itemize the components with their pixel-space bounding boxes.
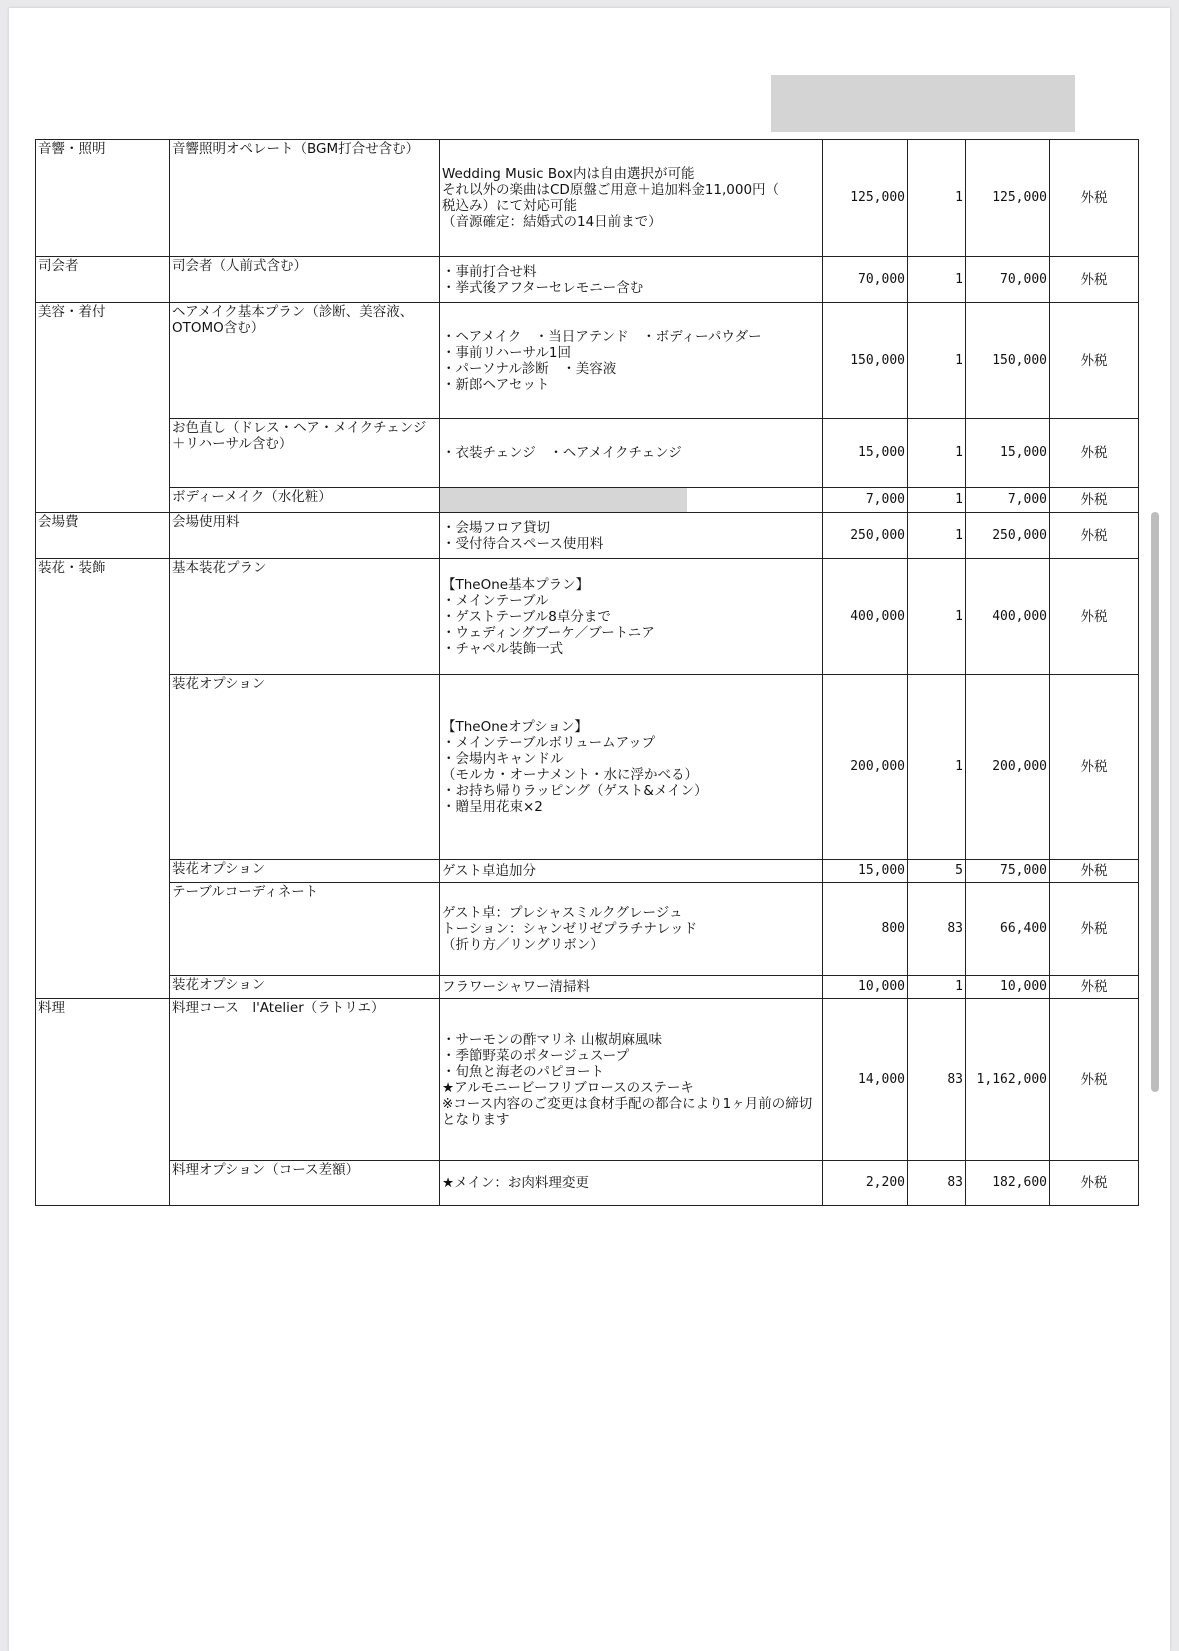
unit-price-cell: 400,000 xyxy=(823,559,908,675)
item-label: お色直し（ドレス・ヘア・メイクチェンジ＋リハーサル含む） xyxy=(172,420,427,452)
quantity-cell: 1 xyxy=(908,513,966,559)
tax-type-cell: 外税 xyxy=(1050,976,1139,999)
table-row xyxy=(36,675,1139,860)
description-line: ・メインテーブルボリュームアップ xyxy=(442,735,656,751)
description-line: ※コース内容のご変更は食材手配の都合により1ヶ月前の締切となります xyxy=(442,1095,813,1128)
document-page xyxy=(9,8,1170,1651)
description-line: フラワーシャワー清掃料 xyxy=(442,979,590,995)
description-line: それ以外の楽曲はCD原盤ご用意＋追加料金11,000円（ xyxy=(442,182,780,198)
quantity-cell: 1 xyxy=(908,488,966,513)
item-cell: 司会者（人前式含む） xyxy=(170,257,440,303)
description-line: （モルカ・オーナメント・水に浮かべる） xyxy=(442,767,698,783)
table-row xyxy=(36,257,1139,303)
quantity-cell: 1 xyxy=(908,257,966,303)
table-row xyxy=(36,860,1139,883)
description-line: ・会場フロア貸切 xyxy=(442,519,550,536)
description-cell xyxy=(440,257,823,303)
redacted-description xyxy=(440,488,688,512)
description-line: ・衣装チェンジ ・ヘアメイクチェンジ xyxy=(442,445,682,461)
amount-cell: 250,000 xyxy=(966,513,1050,559)
quantity-cell: 83 xyxy=(908,999,966,1161)
description-cell xyxy=(440,559,823,675)
description-line: ・ゲストテーブル8卓分まで xyxy=(442,608,611,625)
quantity-cell: 1 xyxy=(908,140,966,257)
description-cell xyxy=(440,513,823,559)
unit-price-cell: 7,000 xyxy=(823,488,908,513)
description-line: ・贈呈用花束×2 xyxy=(442,799,543,815)
table-row xyxy=(36,883,1139,976)
description-cell xyxy=(440,883,823,976)
item-cell: 装花オプション xyxy=(170,860,440,883)
tax-type-cell: 外税 xyxy=(1050,303,1139,419)
description-line: ・ヘアメイク ・当日アテンド ・ボディーパウダー xyxy=(442,328,762,345)
item-cell xyxy=(170,419,440,488)
amount-cell: 1,162,000 xyxy=(966,999,1050,1161)
description-line: ・サーモンの酢マリネ 山椒胡麻風味 xyxy=(442,1031,663,1048)
category-cell: 料理 xyxy=(36,999,170,1206)
unit-price-cell: 2,200 xyxy=(823,1161,908,1206)
description-line: 【TheOne基本プラン】 xyxy=(442,576,590,593)
table-row xyxy=(36,488,1139,513)
item-cell: 基本装花プラン xyxy=(170,559,440,675)
redacted-header-block xyxy=(771,75,1075,132)
quantity-cell: 5 xyxy=(908,860,966,883)
quantity-cell: 1 xyxy=(908,559,966,675)
description-line: ・新郎ヘアセット xyxy=(442,376,550,393)
description-line: ・挙式後アフターセレモニー含む xyxy=(442,279,644,296)
quantity-cell: 1 xyxy=(908,675,966,860)
tax-type-cell: 外税 xyxy=(1050,860,1139,883)
description-cell xyxy=(440,999,823,1161)
unit-price-cell: 250,000 xyxy=(823,513,908,559)
amount-cell: 200,000 xyxy=(966,675,1050,860)
category-cell: 美容・着付 xyxy=(36,303,170,513)
item-cell: ボディーメイク（水化粧） xyxy=(170,488,440,513)
unit-price-cell: 14,000 xyxy=(823,999,908,1161)
unit-price-cell: 125,000 xyxy=(823,140,908,257)
description-line: ・お持ち帰りラッピング（ゲスト&メイン） xyxy=(442,783,708,799)
item-label: ヘアメイク基本プラン（診断、美容液、OTOMO含む） xyxy=(172,304,414,336)
description-line: ・旬魚と海老のパピヨート xyxy=(442,1063,604,1080)
tax-type-cell: 外税 xyxy=(1050,257,1139,303)
description-line: ・会場内キャンドル xyxy=(442,751,564,767)
item-cell: テーブルコーディネート xyxy=(170,883,440,976)
table-row xyxy=(36,140,1139,257)
description-line: ★アルモニービーフリブロースのステーキ xyxy=(442,1079,694,1096)
amount-cell: 10,000 xyxy=(966,976,1050,999)
tax-type-cell: 外税 xyxy=(1050,675,1139,860)
tax-type-cell: 外税 xyxy=(1050,419,1139,488)
quantity-cell: 1 xyxy=(908,303,966,419)
amount-cell: 400,000 xyxy=(966,559,1050,675)
description-line: ★メイン：お肉料理変更 xyxy=(442,1175,589,1191)
amount-cell: 70,000 xyxy=(966,257,1050,303)
unit-price-cell: 15,000 xyxy=(823,860,908,883)
unit-price-cell: 800 xyxy=(823,883,908,976)
description-line: （音源確定：結婚式の14日前まで） xyxy=(442,214,662,230)
amount-cell: 182,600 xyxy=(966,1161,1050,1206)
amount-cell: 125,000 xyxy=(966,140,1050,257)
unit-price-cell: 70,000 xyxy=(823,257,908,303)
description-cell xyxy=(440,1161,823,1206)
tax-type-cell: 外税 xyxy=(1050,559,1139,675)
estimate-table xyxy=(35,139,1139,1206)
description-cell xyxy=(440,140,823,257)
description-line: ・チャペル装飾一式 xyxy=(442,640,564,657)
item-cell: 装花オプション xyxy=(170,976,440,999)
unit-price-cell: 10,000 xyxy=(823,976,908,999)
amount-cell: 150,000 xyxy=(966,303,1050,419)
table-row xyxy=(36,999,1139,1161)
description-line: ・メインテーブル xyxy=(442,592,549,609)
unit-price-cell: 15,000 xyxy=(823,419,908,488)
description-line: ・ウェディングブーケ／ブートニア xyxy=(442,624,655,641)
table-row xyxy=(36,976,1139,999)
quantity-cell: 1 xyxy=(908,419,966,488)
unit-price-cell: 150,000 xyxy=(823,303,908,419)
description-line: 税込み）にて対応可能 xyxy=(442,198,577,214)
description-line: ・受付待合スペース使用料 xyxy=(442,535,604,552)
description-line: ゲスト卓追加分 xyxy=(442,863,536,879)
description-line: ゲスト卓：プレシャスミルクグレージュ xyxy=(442,905,683,921)
category-cell: 音響・照明 xyxy=(36,140,170,257)
description-line: 【TheOneオプション】 xyxy=(442,719,588,735)
tax-type-cell: 外税 xyxy=(1050,999,1139,1161)
item-cell: 料理コース l'Atelier（ラトリエ） xyxy=(170,999,440,1161)
table-row xyxy=(36,559,1139,675)
amount-cell: 66,400 xyxy=(966,883,1050,976)
tax-type-cell: 外税 xyxy=(1050,513,1139,559)
table-row xyxy=(36,1161,1139,1206)
description-cell xyxy=(440,675,823,860)
description-cell xyxy=(440,303,823,419)
amount-cell: 75,000 xyxy=(966,860,1050,883)
item-cell: 会場使用料 xyxy=(170,513,440,559)
item-cell: 装花オプション xyxy=(170,675,440,860)
description-line: ・事前リハーサル1回 xyxy=(442,344,572,361)
category-cell: 司会者 xyxy=(36,257,170,303)
table-row xyxy=(36,419,1139,488)
description-cell xyxy=(440,488,823,513)
quantity-cell: 1 xyxy=(908,976,966,999)
description-line: ・事前打合せ料 xyxy=(442,263,537,280)
amount-cell: 15,000 xyxy=(966,419,1050,488)
item-cell: 料理オプション（コース差額） xyxy=(170,1161,440,1206)
table-row xyxy=(36,303,1139,419)
description-line: ・パーソナル診断 ・美容液 xyxy=(442,360,617,377)
tax-type-cell: 外税 xyxy=(1050,883,1139,976)
quantity-cell: 83 xyxy=(908,883,966,976)
amount-cell: 7,000 xyxy=(966,488,1050,513)
vertical-scrollbar[interactable] xyxy=(1151,512,1159,1092)
description-cell xyxy=(440,419,823,488)
description-line: ・季節野菜のポタージュスープ xyxy=(442,1047,630,1064)
unit-price-cell: 200,000 xyxy=(823,675,908,860)
description-cell xyxy=(440,860,823,883)
category-cell: 装花・装飾 xyxy=(36,559,170,999)
description-line: Wedding Music Box内は自由選択が可能 xyxy=(442,166,695,182)
category-cell: 会場費 xyxy=(36,513,170,559)
description-line: （折り方／リングリボン） xyxy=(442,937,604,953)
quantity-cell: 83 xyxy=(908,1161,966,1206)
tax-type-cell: 外税 xyxy=(1050,1161,1139,1206)
table-row xyxy=(36,513,1139,559)
description-cell xyxy=(440,976,823,999)
item-cell: 音響照明オペレート（BGM打合せ含む） xyxy=(170,140,440,257)
tax-type-cell: 外税 xyxy=(1050,488,1139,513)
description-line: トーション：シャンゼリゼプラチナレッド xyxy=(442,921,698,937)
tax-type-cell: 外税 xyxy=(1050,140,1139,257)
item-cell xyxy=(170,303,440,419)
